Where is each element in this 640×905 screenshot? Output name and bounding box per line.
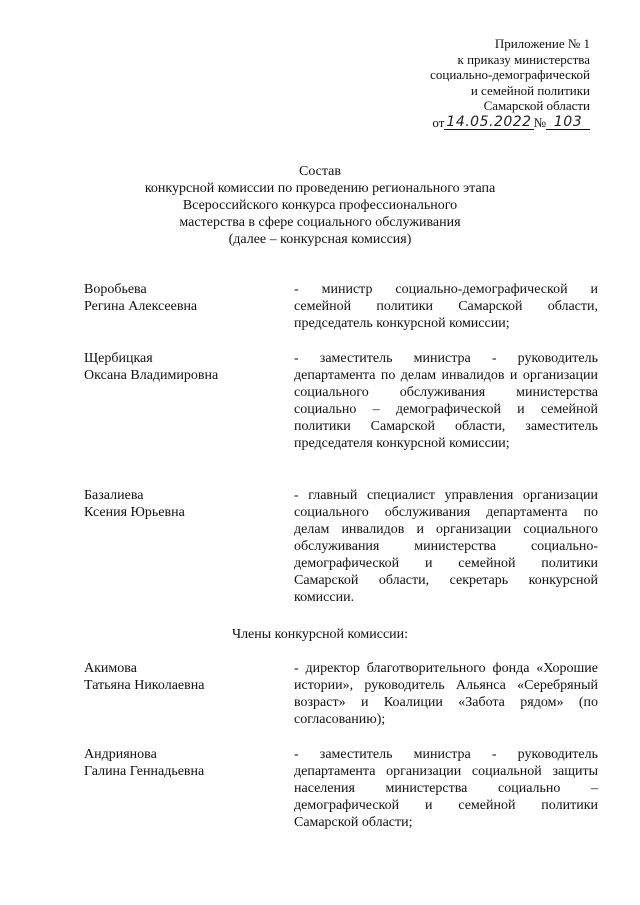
appendix-line: социально-демографической [430,67,590,82]
person-role: - заместитель министра - руководитель департамента организации социальной защиты населения министерства социально – демографической и семейной политики Самарской области; [294,747,598,830]
person-name [84,660,294,728]
appendix-header [430,36,590,130]
person-name [84,746,294,831]
number-prefix: № [533,114,546,130]
commission-member [84,746,598,831]
commission-entry [84,350,598,452]
commission-entry [84,281,598,332]
date-prefix: от [432,114,445,130]
person-role: - министр социально-демографической и семейной политики Самарской области, председатель конкурсной комиссии; [294,282,598,331]
person-role: - главный специалист управления организации социального обслуживания департамента по делам инвалидов и организации социального обслуживания министерства социально-демографической и семейной политики Самарской области, секретарь конкурсной комиссии. [294,488,598,605]
document-title [0,163,640,248]
surname: Щербицкая [84,351,153,366]
order-date-line [430,115,590,131]
appendix-line: Приложение № 1 [494,36,590,51]
title-line: мастерства в сфере социального обслуживания [179,215,461,230]
members-heading: Члены конкурсной комиссии: [231,627,409,642]
person-role: - директор благотворительного фонда «Хорошие истории», руководитель Альянса «Серебряный возраст» и Коалиции «Забота рядом» (по согласованию); [294,661,598,727]
title-line: Всероссийского конкурса профессионального [182,198,458,213]
handwritten-number: 103 [546,115,590,130]
surname: Базалиева [84,488,144,503]
title-line: конкурсной комиссии по проведению регионального этапа [144,181,496,196]
given-names: Татьяна Николаевна [84,678,205,693]
given-names: Оксана Владимировна [84,368,219,383]
appendix-line: Самарской области [483,98,590,113]
surname: Воробьева [84,282,147,297]
given-names: Галина Геннадьевна [84,764,205,779]
appendix-line: к приказу министерства [457,51,590,67]
surname: Акимова [84,661,137,676]
surname: Андриянова [84,747,157,762]
commission-entry [84,487,598,606]
given-names: Ксения Юрьевна [84,505,185,520]
title-line: Состав [298,164,341,179]
person-name [84,487,294,606]
person-name [84,350,294,452]
commission-member [84,660,598,728]
handwritten-date: 14.05.2022 [446,114,532,130]
title-line: (далее – конкурсная комиссия) [228,232,412,247]
appendix-line: и семейной политики [470,82,590,98]
given-names: Регина Алексеевна [84,299,198,314]
person-role: - заместитель министра - руководитель департамента по делам инвалидов и организации социального обслуживания министерства социально – демографической и семейной политики Самарской области, заместитель председателя конкурсной комиссии; [294,351,598,451]
person-name [84,281,294,332]
